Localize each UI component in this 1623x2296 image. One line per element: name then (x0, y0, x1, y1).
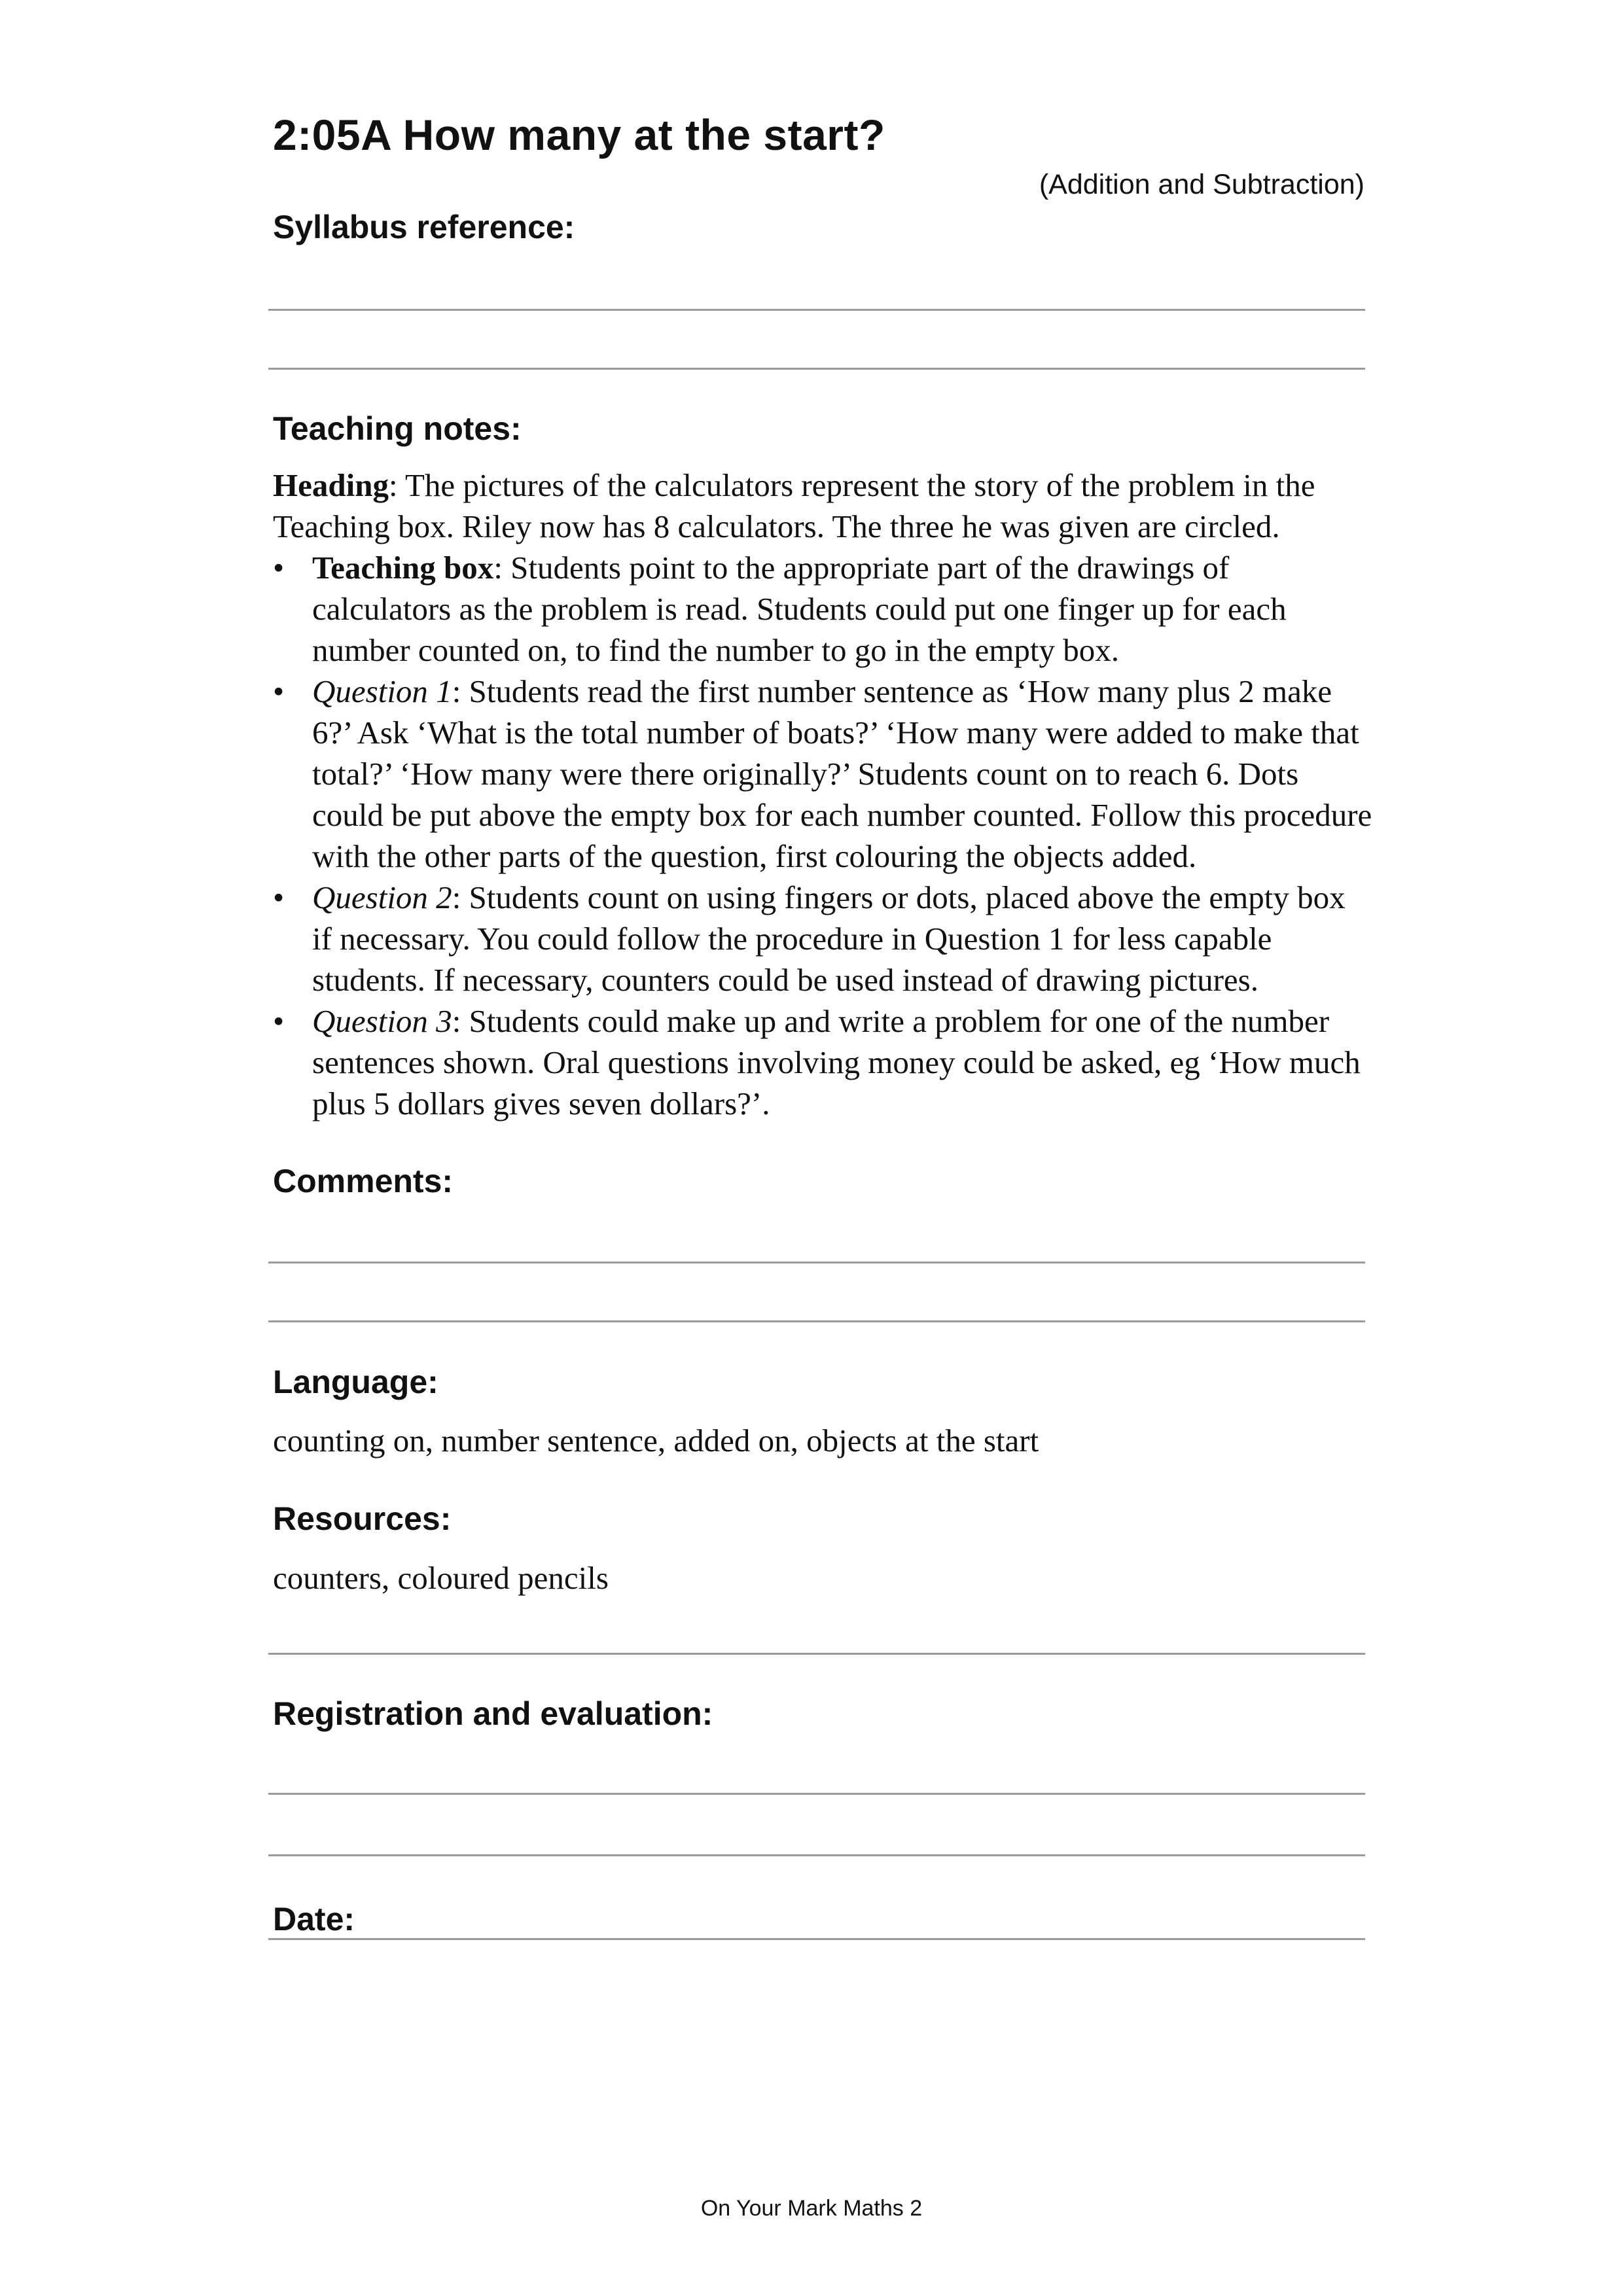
item-lead: Teaching box (312, 550, 494, 586)
language-heading: Language: (273, 1364, 438, 1400)
date-heading: Date: (273, 1901, 355, 1937)
registration-writing-line-1 (268, 1793, 1365, 1795)
page-footer: On Your Mark Maths 2 (700, 2196, 923, 2221)
syllabus-heading: Syllabus reference: (273, 209, 575, 245)
item-lead: Question 2 (312, 879, 452, 915)
item-text: : Students could make up and write a problem for one of the number sentences shown. Oral questions involving money could be asked, eg ‘How much plus 5 dollars gives seven dollars?’. (312, 1003, 1361, 1122)
item-lead: Question 3 (312, 1003, 452, 1039)
syllabus-writing-line-2 (268, 368, 1365, 370)
teaching-note-item (273, 547, 1372, 671)
intro-lead: Heading (273, 467, 389, 503)
teaching-note-item (273, 671, 1372, 877)
language-text: counting on, number sentence, added on, objects at the start (273, 1422, 1039, 1458)
teaching-notes-heading: Teaching notes: (273, 410, 522, 447)
page-title: 2:05A How many at the start? (273, 111, 885, 159)
bullet-icon: • (273, 673, 285, 709)
bullet-icon: • (273, 879, 285, 915)
item-text: : Students count on using fingers or dots, placed above the empty box if necessary. You could follow the procedure in Question 1 for less capable students. If necessary, counters could be used instead of drawing pictures. (312, 879, 1346, 998)
item-text: : Students point to the appropriate part of the drawings of calculators as the problem is read. Students could put one finger up for each number counted on, to find the number to go in the empty box. (312, 550, 1287, 668)
comments-heading: Comments: (273, 1163, 454, 1199)
page-subtitle: (Addition and Subtraction) (1039, 169, 1364, 200)
registration-writing-line-2 (268, 1854, 1365, 1856)
intro-text: : The pictures of the calculators represent the story of the problem in the Teaching box. Riley now has 8 calculators. The three he was given are circled. (273, 467, 1315, 544)
resources-heading: Resources: (273, 1500, 452, 1537)
bullet-icon: • (273, 1003, 285, 1039)
comments-writing-line-1 (268, 1262, 1365, 1263)
teaching-notes-body (273, 465, 1372, 1124)
resources-divider (268, 1653, 1365, 1655)
item-text: : Students read the first number sentence as ‘How many plus 2 make 6?’ Ask ‘What is the total number of boats?’ ‘How many were added to make that total?’ ‘How many were there originally?’ Students count on to reach 6. Dots could be put above the empty box for each number counted. Follow this procedure with the other parts of the question, first colouring the objects added. (312, 673, 1372, 874)
registration-heading: Registration and evaluation: (273, 1695, 713, 1732)
teaching-note-item (273, 1000, 1372, 1124)
comments-writing-line-2 (268, 1320, 1365, 1322)
date-writing-line (268, 1938, 1365, 1940)
teaching-notes-intro (273, 465, 1372, 547)
item-lead: Question 1 (312, 673, 452, 709)
resources-text: counters, coloured pencils (273, 1560, 609, 1596)
bullet-icon: • (273, 550, 285, 586)
teaching-note-item (273, 877, 1372, 1000)
teaching-notes-list (273, 547, 1372, 1124)
syllabus-writing-line-1 (268, 309, 1365, 311)
